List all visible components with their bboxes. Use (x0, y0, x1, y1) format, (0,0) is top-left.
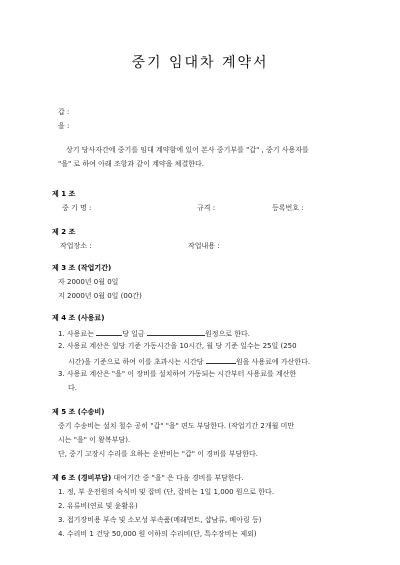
article-4-heading: 제 4 조 (사용료) (52, 314, 105, 322)
spec-field: 규격 : (197, 204, 216, 212)
article-5-line-2: 시는 "을" 이 왕복부담). (58, 436, 131, 444)
article-6-item-4: 4. 수리비 1 건당 50,000 원 이하의 수리비(단, 특수장비는 제외) (58, 530, 257, 538)
article-6-item-2: 2. 유류비(연료 및 윤활유) (58, 502, 138, 510)
article-4-item-1: 1. 사용료는 당 일금 원정으로 한다. (58, 330, 250, 338)
article-5-heading: 제 5 조 (수송비) (52, 408, 105, 416)
article-5-line-3: 단, 중기 고장시 수리를 요하는 운반비는 "갑" 이 경비를 부담한다. (58, 450, 258, 458)
article-2-heading: 제 2 조 (52, 228, 76, 236)
article-4-item-3-line-1: 3. 사용료 계산은 "을" 이 장비를 설치하여 가동되는 시간부터 사용료를 계산한 (58, 370, 297, 378)
article-6-heading: 제 6 조 (경비부담) (52, 474, 112, 482)
period-from: 자 2000년 0월 0일 (58, 278, 119, 286)
article-5-line-1: 중기 수송비는 설치 철수 공히 "갑" "을" 편도 부담한다. (작업기간 2개월 미만 (58, 422, 295, 430)
period-to: 지 2000년 0월 0일 (00간) (58, 292, 142, 300)
party-b-label: 을 : (58, 122, 70, 130)
article-3-heading: 제 3 조 (작업기간) (52, 264, 112, 272)
equipment-name-field: 중 기 명 : (62, 204, 92, 212)
amount-blank (147, 328, 205, 336)
hourly-rate-blank (206, 356, 236, 364)
article-4-item-3-line-2: 다. (68, 384, 77, 392)
work-site-field: 작업장소 : (60, 242, 92, 250)
page-title: 중기 임대차 계약서 (131, 55, 269, 71)
article-6-item-3: 3. 접기장비용 부속 및 소모성 부속품(메래먼트, 샵남류, 베아링 등) (58, 516, 262, 524)
article-6-intro: 대여기간 중 "을" 은 다음 경비를 부담한다. (113, 474, 244, 482)
unit-blank (96, 328, 122, 336)
article-4-item-2-line-2: 시간)을 기준으로 하여 이를 초과시는 시간당 원을 사용료에 가산한다. (68, 358, 311, 366)
registration-number-field: 등록번호 : (272, 204, 304, 212)
preamble-line-2: "을" 로 하여 아래 조항과 같이 계약을 체결한다. (58, 160, 204, 168)
work-content-field: 작업내용 : (188, 242, 220, 250)
article-1-heading: 제 1 조 (52, 190, 76, 198)
article-6-heading-line (52, 474, 244, 483)
party-a-label: 갑 : (58, 108, 70, 116)
article-6-item-1: 1. 정, 부 운전원의 숙식비 및 잡비 (단, 잡비는 1일 1,000 원으로 한다. (58, 488, 275, 496)
preamble-line-1: 상기 당사자간에 중기를 임대 계약함에 있어 본사 중기부를 "갑" , 중기 사용자를 (66, 146, 309, 154)
article-4-item-2-line-1: 2. 사용료 계산은 일당 기준 가동시간을 10시간, 월 당 기준 일수는 25일 (250 (58, 342, 297, 350)
